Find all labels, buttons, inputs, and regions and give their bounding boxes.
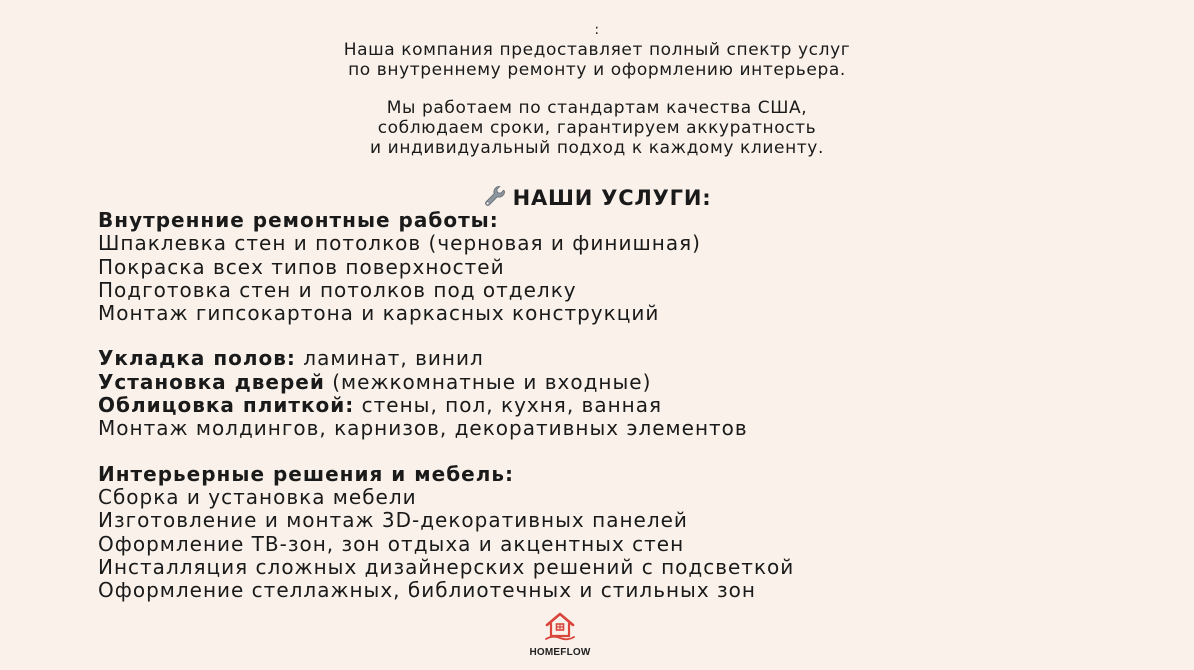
intro-colon: : <box>594 22 600 38</box>
list-item: Инсталляция сложных дизайнерских решений с подсветкой <box>98 554 795 579</box>
list-item: Оформление ТВ-зон, зон отдыха и акцентных стен <box>98 531 685 556</box>
intro-line: по внутреннему ремонту и оформлению интерьера. <box>348 60 846 80</box>
section-title-furniture: Интерьерные решения и мебель: <box>98 461 515 486</box>
list-item: Сборка и установка мебели <box>98 484 417 509</box>
services-list <box>98 209 1098 602</box>
list-item: Подготовка стен и потолков под отделку <box>98 277 577 302</box>
list-item-tile: Облицовка плиткой: стены, пол, кухня, ванная <box>98 393 663 418</box>
list-item: Оформление стеллажных, библиотечных и стильных зон <box>98 578 756 603</box>
brand-name: HOMEFLOW <box>529 647 591 658</box>
list-item: Покраска всех типов поверхностей <box>98 254 505 279</box>
list-item: Монтаж молдингов, карнизов, декоративных элементов <box>98 416 748 441</box>
services-heading-label: НАШИ УСЛУГИ: <box>512 186 712 210</box>
list-item: Монтаж гипсокартона и каркасных конструкций <box>98 301 660 326</box>
section-title-interior: Внутренние ремонтные работы: <box>98 208 499 232</box>
house-icon <box>543 610 577 642</box>
intro-line: Мы работаем по стандартам качества США, <box>386 98 808 118</box>
intro-line: и индивидуальный подход к каждому клиенту. <box>370 138 824 158</box>
wrench-icon <box>483 185 507 209</box>
list-item-flooring: Укладка полов: ламинат, винил <box>98 346 484 371</box>
intro-text <box>0 20 1194 158</box>
list-item: Изготовление и монтаж 3D-декоративных панелей <box>98 508 688 533</box>
intro-line: Наша компания предоставляет полный спектр услуг <box>343 40 851 60</box>
homeflow-logo <box>524 610 596 666</box>
list-item-doors: Установка дверей (межкомнатные и входные) <box>98 369 652 394</box>
intro-line: соблюдаем сроки, гарантируем аккуратность <box>377 118 817 138</box>
list-item: Шпаклевка стен и потолков (черновая и финишная) <box>98 231 701 256</box>
